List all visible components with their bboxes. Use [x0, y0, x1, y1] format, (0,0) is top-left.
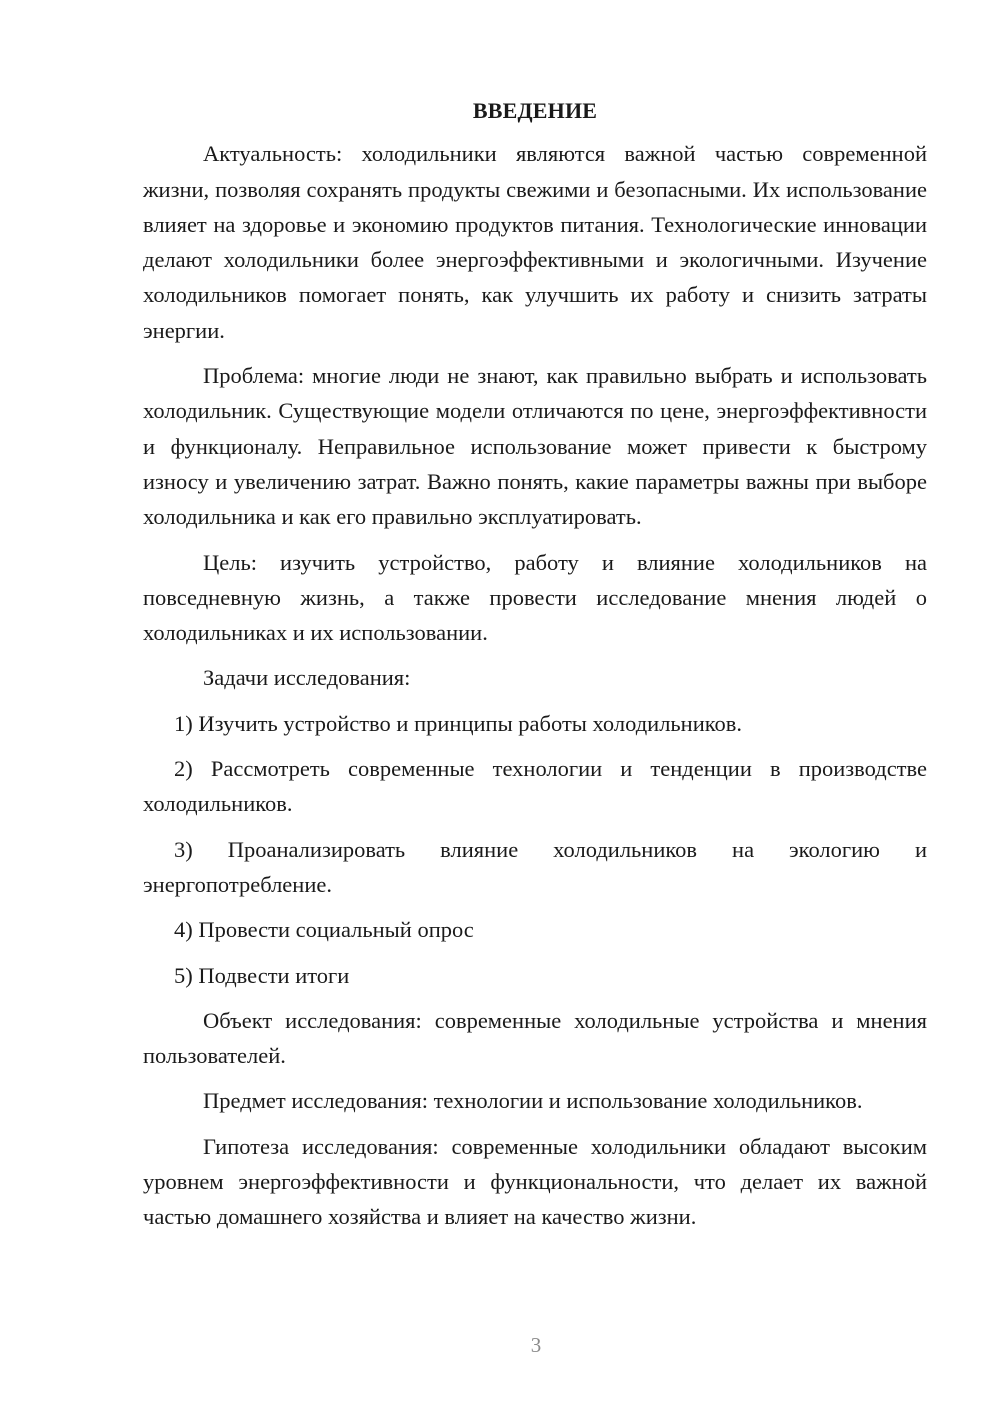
paragraph-goal: Цель: изучить устройство, работу и влияние холодильников на повседневную жизнь, а также провести исследование мнения людей о холодильниках и их использовании. — [143, 549, 927, 646]
paragraph-relevance: Актуальность: холодильники являются важной частью современной жизни, позволяя сохранять продукты свежими и безопасными. Их использование влияет на здоровье и экономию продуктов питания. Технологические инновации делают холодильники более энергоэффективными и экологичными. Изучение холодильников помогает понять, как улучшить их работу и снизить затраты энергии. — [143, 141, 927, 343]
page-title: ВВЕДЕНИЕ — [472, 98, 598, 123]
task-item: 5) Подвести итоги — [174, 962, 350, 988]
paragraph-problem: Проблема: многие люди не знают, как правильно выбрать и использовать холодильник. Существующие модели отличаются по цене, энергоэффективности и функционалу. Неправильное использование может привести к быстрому износу и увеличению затрат. Важно понять, какие параметры важны при выборе холодильника и как его правильно эксплуатировать. — [143, 363, 927, 530]
task-item: 1) Изучить устройство и принципы работы холодильников. — [174, 710, 743, 736]
task-item: 2) Рассмотреть современные технологии и тенденции в производстве холодильников. — [143, 756, 927, 817]
task-item: 4) Провести социальный опрос — [174, 917, 474, 943]
page-content — [143, 93, 927, 1245]
paragraph-subject: Предмет исследования: технологии и использование холодильников. — [203, 1088, 863, 1114]
paragraph-hypothesis: Гипотеза исследования: современные холодильники обладают высоким уровнем энергоэффективности и функциональности, что делает их важной частью домашнего хозяйства и влияет на качество жизни. — [143, 1133, 927, 1230]
paragraph-tasks-heading: Задачи исследования: — [203, 665, 411, 691]
page-number: 3 — [530, 1333, 542, 1357]
task-item: 3) Проанализировать влияние холодильников на экологию и энергопотребление. — [143, 836, 927, 897]
paragraph-object: Объект исследования: современные холодильные устройства и мнения пользователей. — [143, 1007, 927, 1069]
